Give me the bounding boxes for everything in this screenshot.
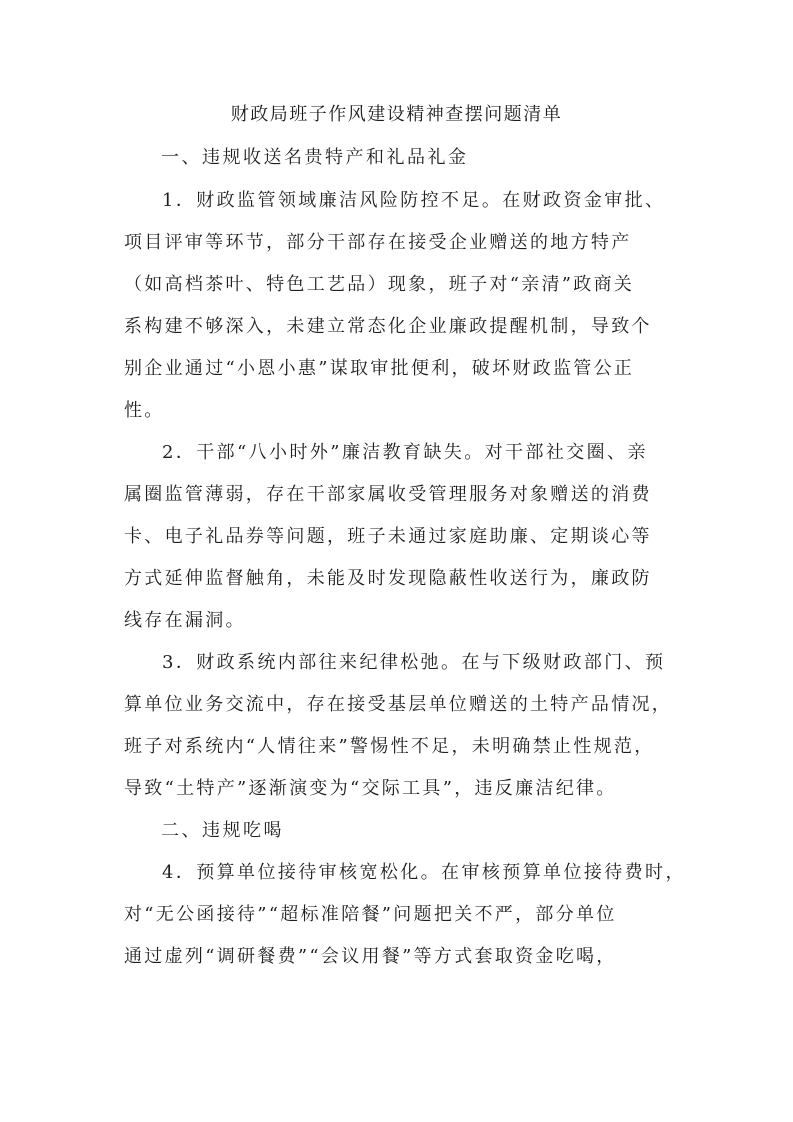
paragraph-line: 班子对系统内“人情往来”警惕性不足，未明确禁止性规范，	[124, 736, 655, 757]
paragraph-line: 属圈监管薄弱，存在干部家属收受管理服务对象赠送的消费	[124, 484, 652, 505]
paragraph-line: 别企业通过“小恩小惠”谋取审批便利，破坏财政监管公正	[124, 358, 635, 379]
paragraph-line: 对“无公函接待”“超标准陪餐”问题把关不严，部分单位	[124, 904, 617, 925]
paragraph-line: （如高档茶叶、特色工艺品）现象，班子对“亲清”政商关	[124, 274, 635, 295]
paragraph-line: 性。	[124, 400, 165, 421]
section-heading-1: 一、违规收送名贵特产和礼品礼金	[161, 147, 469, 168]
document-title: 财政局班子作风建设精神查摆问题清单	[230, 104, 563, 125]
paragraph-line: 导致“土特产”逐渐演变为“交际工具”，违反廉洁纪律。	[124, 778, 617, 799]
paragraph-line: 卡、电子礼品券等问题，班子未通过家庭助廉、定期谈心等	[124, 526, 652, 547]
paragraph-line: 线存在漏洞。	[124, 610, 246, 631]
paragraph-line: 2．干部“八小时外”廉洁教育缺失。对干部社交圈、亲	[162, 442, 648, 463]
paragraph-line: 通过虚列“调研餐费”“会议用餐”等方式套取资金吃喝，	[124, 946, 617, 967]
paragraph-line: 算单位业务交流中，存在接受基层单位赠送的土特产品情况，	[124, 694, 673, 715]
paragraph-line: 项目评审等环节，部分干部存在接受企业赠送的地方特产	[124, 232, 632, 253]
paragraph-line: 1．财政监管领域廉洁风险防控不足。在财政资金审批、	[162, 190, 666, 211]
paragraph-line: 3．财政系统内部往来纪律松弛。在与下级财政部门、预	[162, 652, 666, 673]
paragraph-line: 系构建不够深入，未建立常态化企业廉政提醒机制，导致个	[124, 316, 652, 337]
paragraph-line: 方式延伸监督触角，未能及时发现隐蔽性收送行为，廉政防	[124, 568, 652, 589]
paragraph-line: 4．预算单位接待审核宽松化。在审核预算单位接待费时，	[162, 862, 686, 883]
section-heading-2: 二、违规吃喝	[161, 820, 284, 841]
